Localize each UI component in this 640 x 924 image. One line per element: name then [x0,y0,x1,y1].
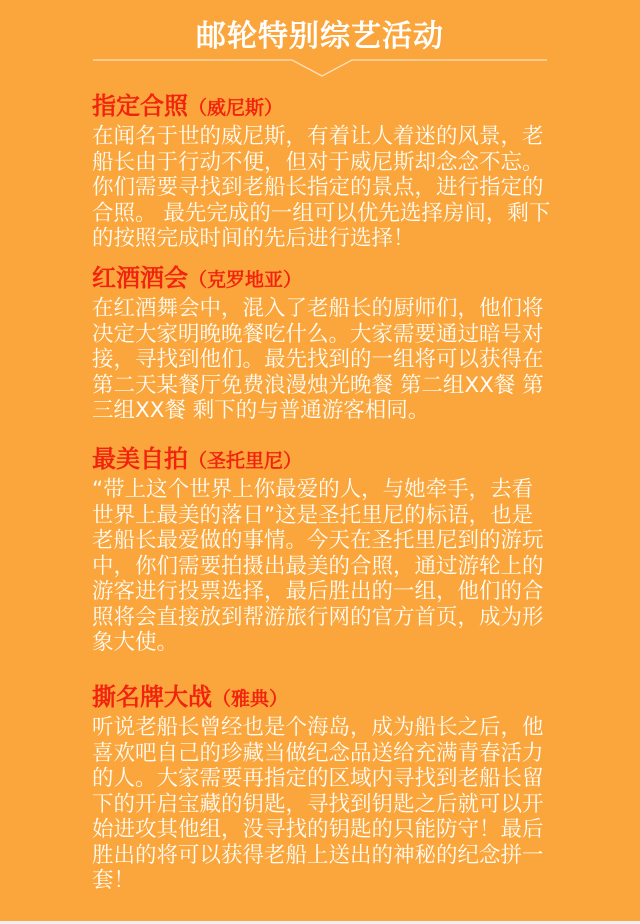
section-title: 指定合照 [92,92,188,120]
section-designated-photo [92,92,552,252]
section-title: 红酒酒会 [92,264,188,292]
section-best-selfie [92,445,552,656]
page-title: 邮轮特别综艺活动 [196,19,444,54]
section-title: 最美自拍 [92,445,188,473]
section-heading [92,445,552,475]
section-location: （克罗地亚） [188,269,303,291]
section-heading [92,264,552,294]
divider-chevron-down-icon [93,59,547,79]
section-body: “带上这个世界上你最爱的人，与她牵手，去看世界上最美的落日”这是圣托里尼的标语，也是老船长最爱做的事情。今天在圣托里尼到的游玩中，你们需要拍摄出最美的合照，通过游轮上的游客进行投票选择，最后胜出的一组，他们的合照将会直接放到帮游旅行网的官方首页，成为形象大使。 [92,477,544,655]
section-location: （圣托里尼） [188,450,303,472]
section-body: 在红酒舞会中，混入了老船长的厨师们，他们将决定大家明晚晚餐吃什么。大家需要通过暗号对接，寻找到他们。最先找到的一组将可以获得在第二天某餐厅免费浪漫烛光晚餐 第二组XX餐 第三组XX餐 剩下的与普通游客相同。 [92,296,544,423]
section-nametag-battle [92,683,552,894]
section-title: 撕名牌大战 [92,683,212,711]
section-wine-party [92,264,552,424]
section-heading [92,683,552,713]
section-body: 听说老船长曾经也是个海岛，成为船长之后，他喜欢吧自己的珍藏当做纪念品送给充满青春活力的人。大家需要再指定的区域内寻找到老船长留下的开启宝藏的钥匙，寻找到钥匙之后就可以开始进攻其他组，没寻找的钥匙的只能防守！最后胜出的将可以获得老船上送出的神秘的纪念拼一套！ [92,715,544,893]
section-location: （雅典） [212,688,289,710]
section-body: 在闻名于世的威尼斯，有着让人着迷的风景，老船长由于行动不便，但对于威尼斯却念念不忘。你们需要寻找到老船长指定的景点，进行指定的合照。 最先完成的一组可以优先选择房间，剩下的按照完成时间的先后进行选择！ [92,124,551,251]
section-location: （威尼斯） [188,97,284,119]
section-heading [92,92,552,122]
